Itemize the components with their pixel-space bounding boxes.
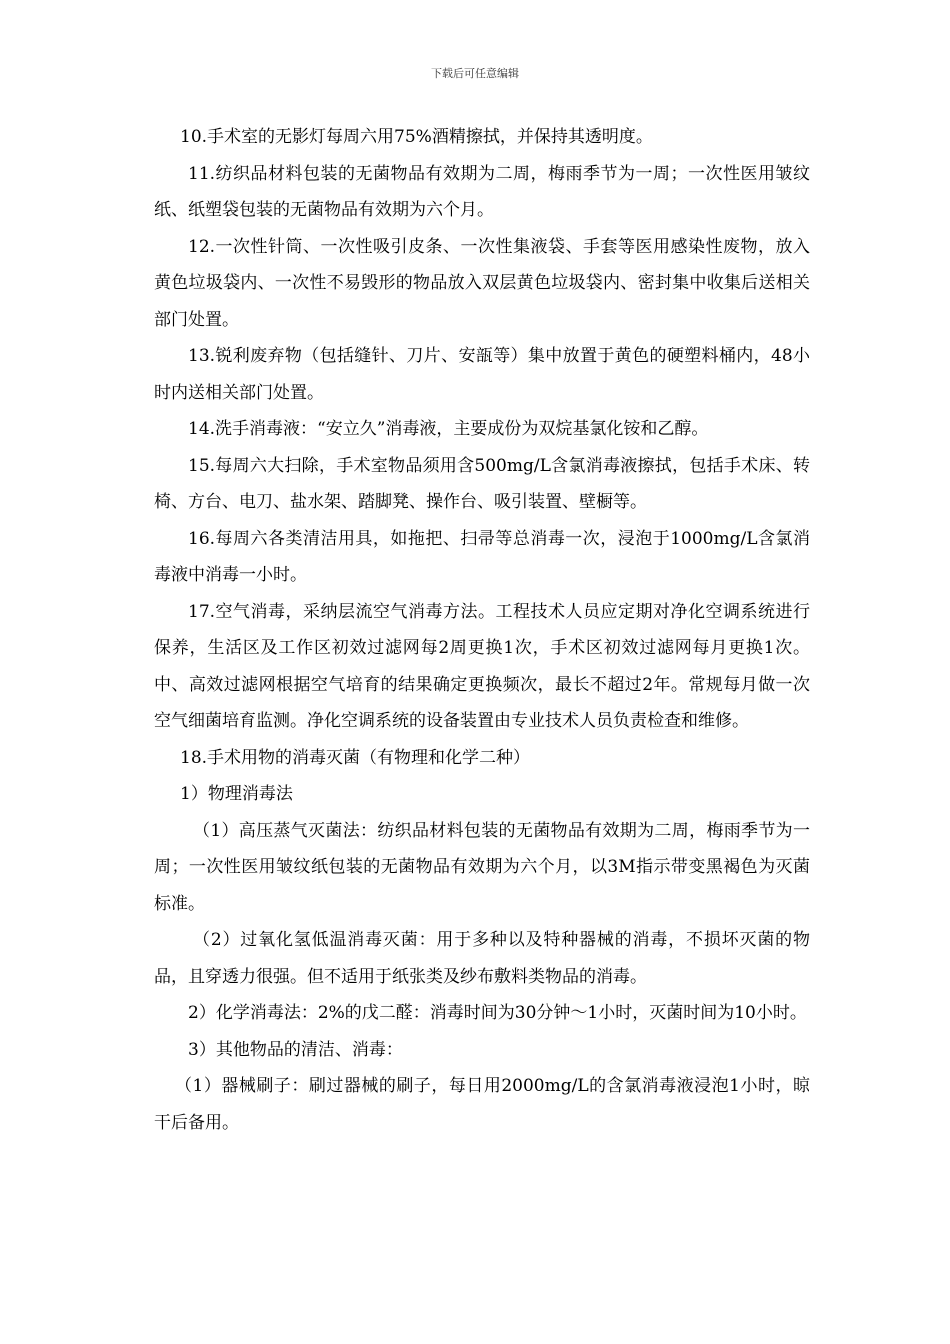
subheading-other-items: 3）其他物品的清洁、消毒：: [188, 1039, 403, 1060]
paragraph-17: 17.空气消毒，采纳层流空气消毒方法。工程技术人员应定期对净化空调系统进行保养，生活区及工作区初效过滤网每2周更换1次，手术区初效过滤网每月更换1次。中、高效过滤网根据空气培育的结果确定更换频次，最长不超过2年。常规每月做一次空气细菌培育监测。净化空调系统的设备装置由专业技术人员负责检查和维修。: [154, 601, 810, 731]
subheading-physical-disinfection: 1）物理消毒法: [180, 784, 293, 804]
subheading-chemical-disinfection: 2）化学消毒法：2%的戊二醛：消毒时间为30分钟～1小时，灭菌时间为10小时。: [188, 1003, 807, 1023]
item-hydrogen-peroxide-sterilization: （2）过氧化氢低温消毒灭菌：用于多种以及特种器械的消毒，不损坏灭菌的物品，且穿透力很强。但不适用于纸张类及纱布敷料类物品的消毒。: [154, 930, 810, 987]
item-steam-sterilization: （1）高压蒸气灭菌法：纺织品材料包装的无菌物品有效期为二周，梅雨季节为一周；一次性医用皱纹纸包装的无菌物品有效期为六个月，以3M指示带变黑褐色为灭菌标准。: [154, 820, 810, 914]
paragraph-15: 15.每周六大扫除，手术室物品须用含500mg/L含氯消毒液擦拭，包括手术床、转椅、方台、电刀、盐水架、踏脚凳、操作台、吸引装置、壁橱等。: [154, 455, 810, 512]
document-body: [154, 119, 810, 1141]
paragraph-13: 13.锐利废弃物（包括缝针、刀片、安瓿等）集中放置于黄色的硬塑料桶内，48小时内送相关部门处置。: [154, 346, 810, 403]
paragraph-12: 12.一次性针筒、一次性吸引皮条、一次性集液袋、手套等医用感染性废物，放入黄色垃圾袋内、一次性不易毁形的物品放入双层黄色垃圾袋内、密封集中收集后送相关部门处置。: [154, 236, 810, 330]
paragraph-14: 14.洗手消毒液：“安立久”消毒液，主要成份为双烷基氯化铵和乙醇。: [188, 419, 709, 439]
paragraph-10: 10.手术室的无影灯每周六用75%酒精擦拭，并保持其透明度。: [180, 127, 653, 147]
paragraph-18: 18.手术用物的消毒灭菌（有物理和化学二种）: [180, 747, 531, 768]
page-header: 下载后可任意编辑: [431, 67, 519, 80]
paragraph-16: 16.每周六各类清洁用具，如拖把、扫帚等总消毒一次，浸泡于1000mg/L含氯消毒液中消毒一小时。: [154, 528, 810, 585]
item-instrument-brush: （1）器械刷子：刷过器械的刷子，每日用2000mg/L的含氯消毒液浸泡1小时，晾干后备用。: [154, 1076, 810, 1133]
paragraph-11: 11.纺织品材料包装的无菌物品有效期为二周，梅雨季节为一周；一次性医用皱纹纸、纸塑袋包装的无菌物品有效期为六个月。: [154, 163, 810, 220]
